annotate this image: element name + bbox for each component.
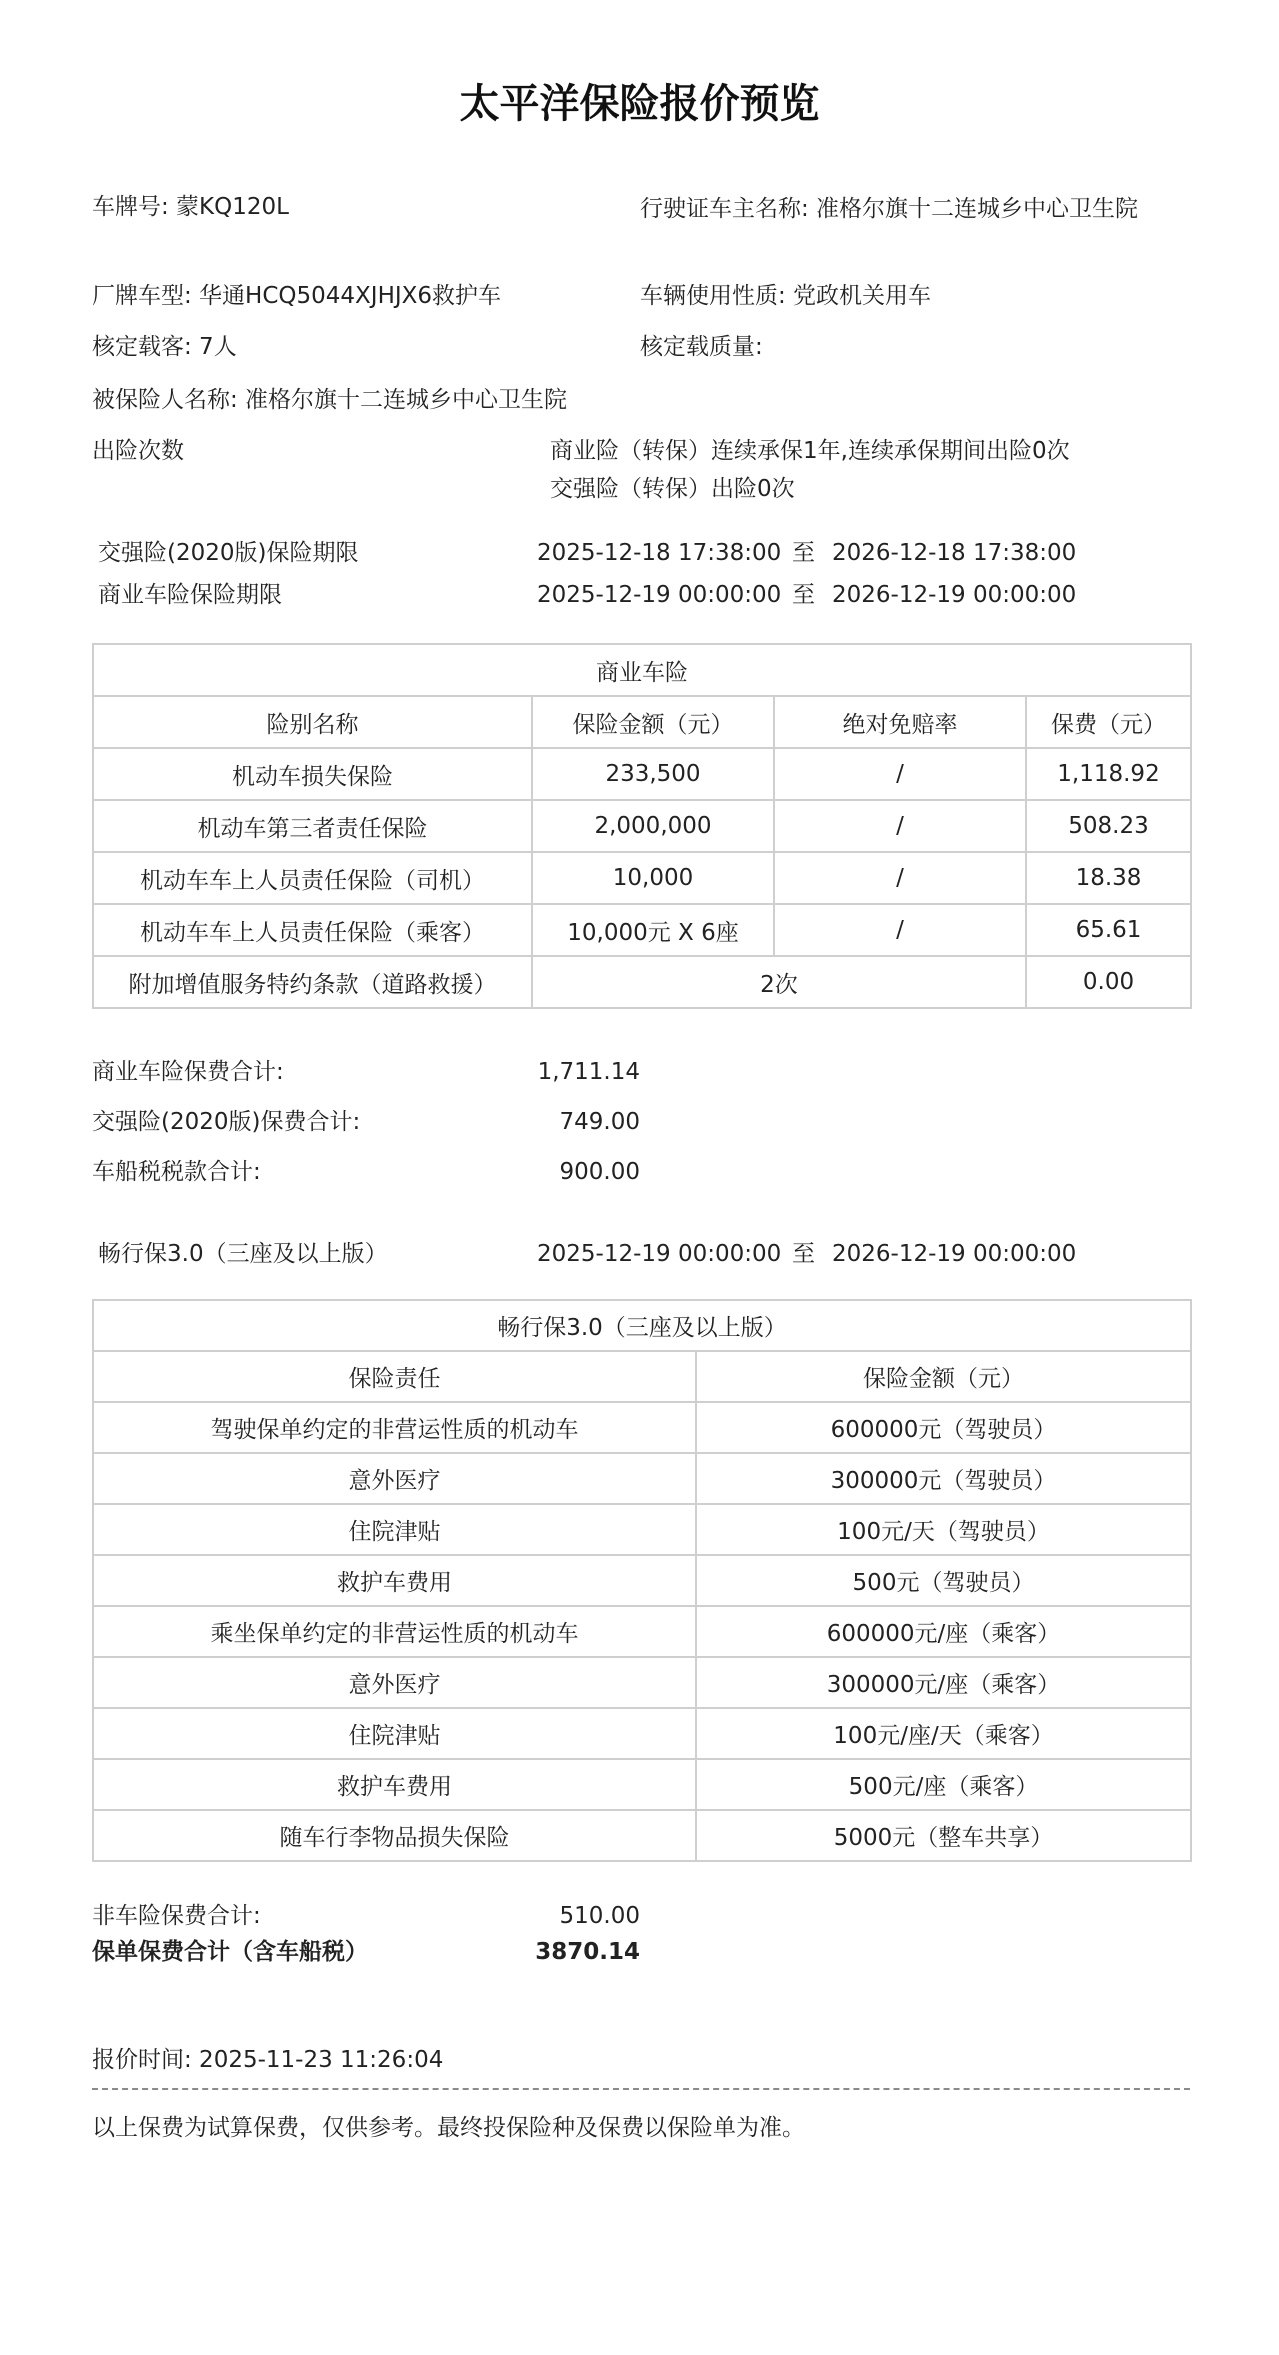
insured-name: 被保险人名称: 准格尔旗十二连城乡中心卫生院 xyxy=(92,387,568,413)
table-cell: 1,118.92 xyxy=(1026,748,1191,800)
table-cell: 乘坐保单约定的非营运性质的机动车 xyxy=(93,1606,696,1657)
claims-commercial: 商业险（转保）连续承保1年,连续承保期间出险0次 xyxy=(550,438,1070,464)
table-cell: 100元/天（驾驶员） xyxy=(696,1504,1191,1555)
table-row xyxy=(93,1657,1191,1708)
license-owner-name: 行驶证车主名称: 准格尔旗十二连城乡中心卫生院 xyxy=(640,196,1139,222)
changxing-coverage-table xyxy=(92,1299,1192,1862)
table-row xyxy=(93,904,1191,956)
table-cell: 0.00 xyxy=(1026,956,1191,1008)
table-cell: 300000元（驾驶员） xyxy=(696,1453,1191,1504)
table-cell: 机动车车上人员责任保险（乘客） xyxy=(93,904,532,956)
commercial-period-start: 2025-12-19 00:00:00 xyxy=(537,582,782,608)
table-cell: 18.38 xyxy=(1026,852,1191,904)
table-cell: 意外医疗 xyxy=(93,1453,696,1504)
policy-premium-total-label: 保单保费合计（含车船税） xyxy=(92,1939,368,1965)
disclaimer: 以上保费为试算保费，仅供参考。最终投保险种及保费以保险单为准。 xyxy=(92,2115,805,2141)
table-cell: 5000元（整车共享） xyxy=(696,1810,1191,1861)
table-cell: 住院津贴 xyxy=(93,1708,696,1759)
table-header-row xyxy=(93,1351,1191,1402)
table-cell: 住院津贴 xyxy=(93,1504,696,1555)
compulsory-period-start: 2025-12-18 17:38:00 xyxy=(537,540,782,566)
table-cell: 救护车费用 xyxy=(93,1555,696,1606)
table-row xyxy=(93,1402,1191,1453)
column-header: 保费（元） xyxy=(1026,696,1191,748)
claims-label: 出险次数 xyxy=(92,438,184,464)
plate-number: 车牌号: 蒙KQ120L xyxy=(92,194,289,220)
table-cell: 救护车费用 xyxy=(93,1759,696,1810)
changxing-end: 2026-12-19 00:00:00 xyxy=(832,1241,1077,1267)
table-caption-row xyxy=(93,1300,1191,1351)
table-caption: 商业车险 xyxy=(93,644,1191,696)
noncar-premium-total-label: 非车险保费合计: xyxy=(92,1903,261,1929)
load-capacity: 核定载质量: xyxy=(640,334,763,360)
table-cell: / xyxy=(774,852,1026,904)
table-cell: 100元/座/天（乘客） xyxy=(696,1708,1191,1759)
table-cell: 2,000,000 xyxy=(532,800,774,852)
table-cell: / xyxy=(774,800,1026,852)
table-caption-row xyxy=(93,644,1191,696)
table-cell: 10,000元 X 6座 xyxy=(532,904,774,956)
compulsory-period-label: 交强险(2020版)保险期限 xyxy=(98,540,359,566)
table-row xyxy=(93,1810,1191,1861)
commercial-period-end: 2026-12-19 00:00:00 xyxy=(832,582,1077,608)
table-cell: 508.23 xyxy=(1026,800,1191,852)
column-header: 保险责任 xyxy=(93,1351,696,1402)
table-cell: / xyxy=(774,904,1026,956)
table-caption: 畅行保3.0（三座及以上版） xyxy=(93,1300,1191,1351)
table-cell: 500元/座（乘客） xyxy=(696,1759,1191,1810)
column-header: 险别名称 xyxy=(93,696,532,748)
table-cell: 驾驶保单约定的非营运性质的机动车 xyxy=(93,1402,696,1453)
compulsory-period-to: 至 xyxy=(792,540,815,566)
table-row xyxy=(93,748,1191,800)
table-cell: 233,500 xyxy=(532,748,774,800)
table-row xyxy=(93,1606,1191,1657)
passenger-capacity: 核定载客: 7人 xyxy=(92,334,237,360)
table-cell: 随车行李物品损失保险 xyxy=(93,1810,696,1861)
commercial-insurance-table xyxy=(92,643,1192,1009)
table-row xyxy=(93,1504,1191,1555)
vehicle-usage: 车辆使用性质: 党政机关用车 xyxy=(640,283,932,309)
commercial-premium-total-value: 1,711.14 xyxy=(537,1059,640,1085)
quote-time: 报价时间: 2025-11-23 11:26:04 xyxy=(92,2047,444,2073)
claims-compulsory: 交强险（转保）出险0次 xyxy=(550,476,795,502)
changxing-label: 畅行保3.0（三座及以上版） xyxy=(98,1241,388,1267)
table-row xyxy=(93,852,1191,904)
table-cell: 意外医疗 xyxy=(93,1657,696,1708)
page-title: 太平洋保险报价预览 xyxy=(459,81,820,127)
table-row xyxy=(93,1759,1191,1810)
changxing-start: 2025-12-19 00:00:00 xyxy=(537,1241,782,1267)
table-cell: 机动车损失保险 xyxy=(93,748,532,800)
column-header: 绝对免赔率 xyxy=(774,696,1026,748)
table-header-row xyxy=(93,696,1191,748)
vehicle-model: 厂牌车型: 华通HCQ5044XJHJX6救护车 xyxy=(92,283,502,309)
compulsory-premium-total-value: 749.00 xyxy=(559,1109,640,1135)
changxing-to: 至 xyxy=(792,1241,815,1267)
table-row xyxy=(93,1708,1191,1759)
table-cell: 600000元/座（乘客） xyxy=(696,1606,1191,1657)
table-row xyxy=(93,1555,1191,1606)
table-cell: / xyxy=(774,748,1026,800)
dashed-divider xyxy=(92,2088,1190,2090)
table-cell: 600000元（驾驶员） xyxy=(696,1402,1191,1453)
noncar-premium-total-value: 510.00 xyxy=(559,1903,640,1929)
policy-premium-total-value: 3870.14 xyxy=(535,1939,640,1965)
table-cell: 机动车第三者责任保险 xyxy=(93,800,532,852)
table-row xyxy=(93,1453,1191,1504)
commercial-premium-total-label: 商业车险保费合计: xyxy=(92,1059,284,1085)
vehicle-tax-total-label: 车船税税款合计: xyxy=(92,1159,261,1185)
table-cell: 2次 xyxy=(532,956,1026,1008)
table-cell: 10,000 xyxy=(532,852,774,904)
commercial-period-to: 至 xyxy=(792,582,815,608)
table-cell: 65.61 xyxy=(1026,904,1191,956)
column-header: 保险金额（元） xyxy=(696,1351,1191,1402)
compulsory-premium-total-label: 交强险(2020版)保费合计: xyxy=(92,1109,361,1135)
vehicle-tax-total-value: 900.00 xyxy=(559,1159,640,1185)
table-cell: 机动车车上人员责任保险（司机） xyxy=(93,852,532,904)
compulsory-period-end: 2026-12-18 17:38:00 xyxy=(832,540,1077,566)
table-cell: 附加增值服务特约条款（道路救援） xyxy=(93,956,532,1008)
commercial-period-label: 商业车险保险期限 xyxy=(98,582,282,608)
table-cell: 500元（驾驶员） xyxy=(696,1555,1191,1606)
table-cell: 300000元/座（乘客） xyxy=(696,1657,1191,1708)
table-row xyxy=(93,800,1191,852)
column-header: 保险金额（元） xyxy=(532,696,774,748)
table-row-addon xyxy=(93,956,1191,1008)
